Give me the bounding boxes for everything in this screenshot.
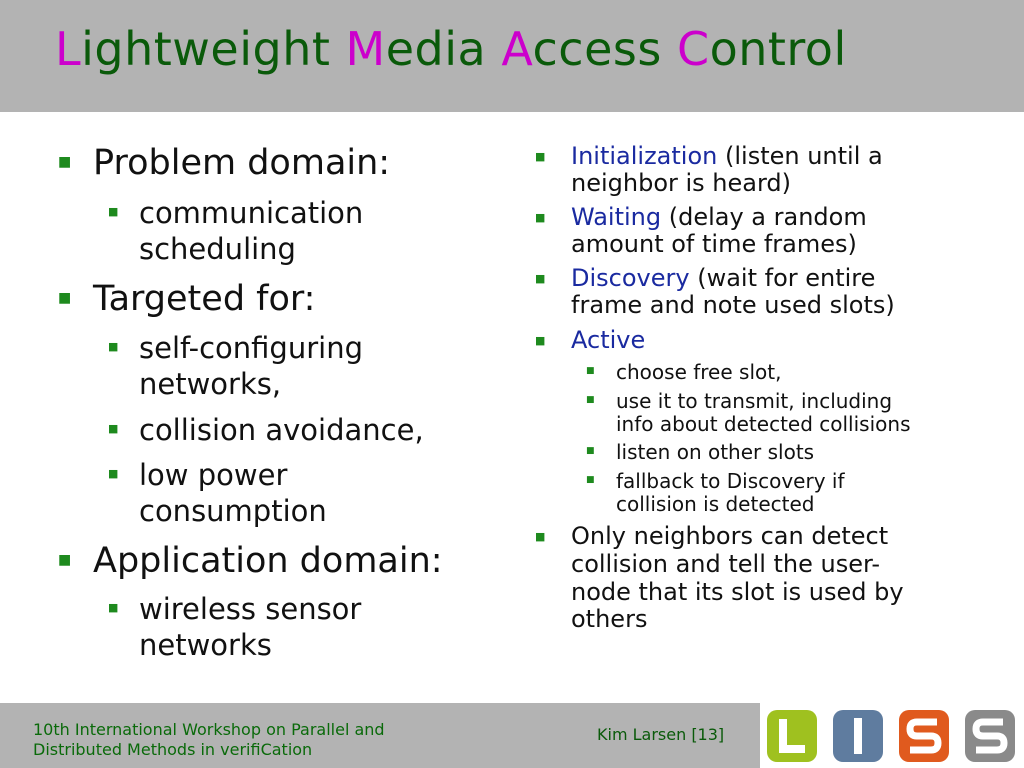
bullet-text-continued: node that its slot is used by [571,578,904,606]
bullet-targeted-for: Targeted for: [93,279,316,319]
phase-discovery [571,266,875,291]
bullet-application-domain: Application domain: [93,541,443,581]
bullet-problem-domain: Problem domain: [93,143,391,183]
footer-conference [33,720,443,760]
sub-bullet-text: listen on other slots [616,440,815,464]
logo-tile-i-icon [833,710,883,762]
title-initial-m: M [345,22,386,76]
title-initial-a: A [501,22,533,76]
footer-conference-line: Distributed Methods in verifiCation [33,740,313,759]
bullet-text-continued: collision and tell the user- [571,550,880,578]
sub-bullet-text: choose free slot, [616,360,782,384]
slide-title [55,22,847,76]
title-word-part: ontrol [709,22,847,76]
phase-waiting [571,205,867,230]
phase-description: frame and note used slots) [571,291,895,319]
sub-bullet-text: fallback to Discovery if [616,469,845,493]
phase-description: amount of time frames) [571,230,857,258]
square-bullet-icon: ■ [586,366,595,376]
sub-bullet-text: consumption [139,494,327,528]
sub-bullet-text: networks [139,628,272,662]
logo-tile-s-gray-icon [965,710,1015,762]
square-bullet-icon: ■ [535,334,546,347]
square-bullet-icon: ■ [586,446,595,456]
square-bullet-icon: ■ [108,601,119,614]
square-bullet-icon: ■ [535,150,546,163]
title-word-part: ightweight [81,22,346,76]
logo-tile-l-icon [767,710,817,762]
square-bullet-icon: ■ [58,154,72,170]
footer-conference-line: 10th International Workshop on Parallel and [33,720,385,739]
title-word-part: ccess [532,22,677,76]
sub-bullet-text: scheduling [139,232,296,266]
sub-bullet-text: self-configuring [139,331,363,365]
phase-description: neighbor is heard) [571,169,792,197]
sub-bullet-text: info about detected collisions [616,412,911,436]
square-bullet-icon: ■ [108,205,119,218]
phase-description: (listen until a [717,142,883,170]
sub-bullet-text: low power [139,458,288,492]
sub-bullet-text: use it to transmit, including [616,389,893,413]
square-bullet-icon: ■ [535,530,546,543]
bullet-only-neighbors: Only neighbors can detect [571,522,889,550]
square-bullet-icon: ■ [108,467,119,480]
title-word-part: edia [385,22,502,76]
bullet-text-continued: others [571,605,648,633]
square-bullet-icon: ■ [535,272,546,285]
square-bullet-icon: ■ [586,475,595,485]
square-bullet-icon: ■ [586,395,595,405]
logo-tile-s-orange-icon [899,710,949,762]
title-initial-l: L [55,22,82,76]
phase-term: Waiting [571,203,662,231]
sub-bullet-text: wireless sensor [139,592,362,626]
phase-term: Discovery [571,264,690,292]
sub-bullet-text: collision avoidance, [139,413,424,447]
title-initial-c: C [676,22,710,76]
square-bullet-icon: ■ [58,290,72,306]
sub-bullet-text: collision is detected [616,492,815,516]
sub-bullet-text: communication [139,196,364,230]
square-bullet-icon: ■ [58,552,72,568]
phase-description: (wait for entire [689,264,876,292]
square-bullet-icon: ■ [108,422,119,435]
phase-description: (delay a random [661,203,867,231]
sub-bullet-text: networks, [139,367,282,401]
square-bullet-icon: ■ [108,340,119,353]
title-bar [0,0,1024,112]
ciss-logo [760,703,1024,768]
footer-author: Kim Larsen [13] [597,725,725,744]
phase-initialization [571,144,883,169]
phase-term: Initialization [571,142,718,170]
phase-active: Active [571,326,646,354]
square-bullet-icon: ■ [535,211,546,224]
